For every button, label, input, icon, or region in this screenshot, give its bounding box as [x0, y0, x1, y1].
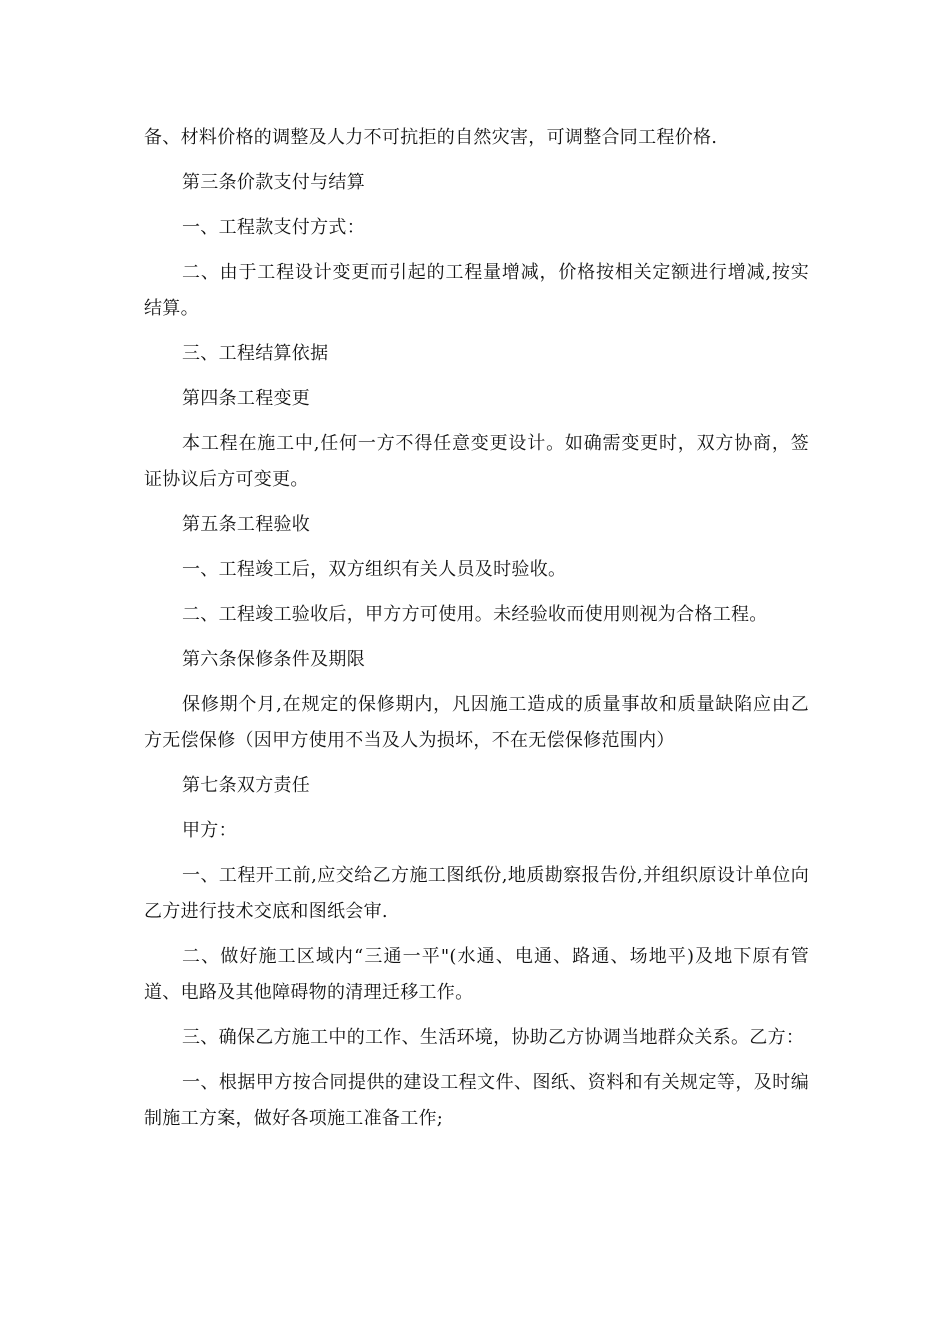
paragraph: 二、工程竣工验收后，甲方方可使用。未经验收而使用则视为合格工程。: [182, 604, 768, 625]
paragraph: 二、做好施工区域内“三通一平"(水通、电通、路通、场地平)及地下原有管道、电路及其他障碍物的清理迁移工作。: [144, 946, 809, 1003]
paragraph: 备、材料价格的调整及人力不可抗拒的自然灾害，可调整合同工程价格.: [144, 127, 718, 148]
paragraph: 三、工程结算依据: [182, 343, 329, 364]
paragraph: 保修期个月,在规定的保修期内，凡因施工造成的质量事故和质量缺陷应由乙方无偿保修（因甲方使用不当及人为损坏，不在无偿保修范围内）: [144, 694, 809, 751]
paragraph: 一、根据甲方按合同提供的建设工程文件、图纸、资料和有关规定等，及时编制施工方案，做好各项施工准备工作;: [144, 1072, 809, 1129]
paragraph: 甲方：: [182, 820, 237, 841]
paragraph: 一、工程开工前,应交给乙方施工图纸份,地质勘察报告份,并组织原设计单位向乙方进行技术交底和图纸会审.: [144, 865, 809, 922]
section-heading: 第三条价款支付与结算: [182, 172, 365, 193]
section-heading: 第五条工程验收: [182, 514, 311, 535]
section-heading: 第六条保修条件及期限: [182, 649, 365, 670]
section-heading: 第四条工程变更: [182, 388, 311, 409]
section-heading: 第七条双方责任: [182, 775, 311, 796]
paragraph: 一、工程竣工后，双方组织有关人员及时验收。: [182, 559, 567, 580]
paragraph: 三、确保乙方施工中的工作、生活环境，协助乙方协调当地群众关系。乙方：: [182, 1027, 805, 1048]
paragraph: 一、工程款支付方式：: [182, 217, 365, 238]
paragraph: 二、由于工程设计变更而引起的工程量增减，价格按相关定额进行增减,按实结算。: [144, 262, 809, 319]
document-body: [144, 120, 809, 1146]
paragraph: 本工程在施工中,任何一方不得任意变更设计。如确需变更时，双方协商，签证协议后方可变更。: [144, 433, 809, 490]
